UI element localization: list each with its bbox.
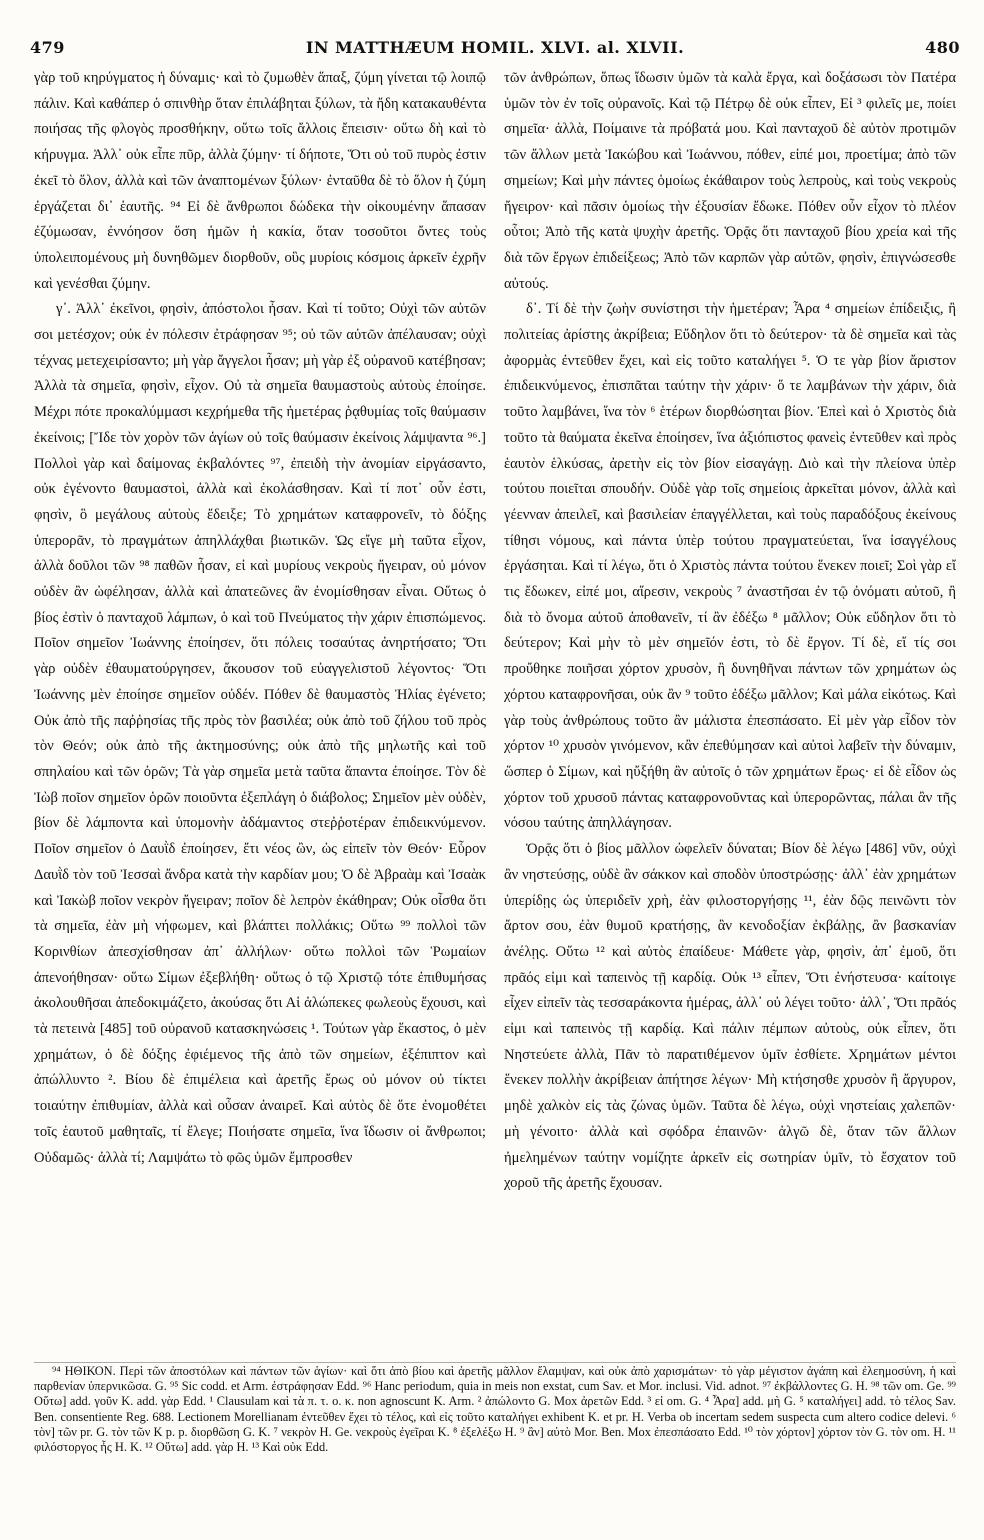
- right-column: [504, 66, 956, 1356]
- left-paragraph-2: γ᾽. Ἀλλ᾽ ἐκεῖνοι, φησὶν, ἀπόστολοι ἦσαν. Καὶ τί τοῦτο; Οὐχὶ τῶν αὐτῶν σοι μετέσχον; οὐκ ἐν πόλεσιν ἐτράφησαν ⁹⁵; οὐ τῶν αὐτῶν ἀπέλαυσαν; οὐχὶ τέχνας μετεχειρίσαντο; μὴ γὰρ ἄγγελοι ἦσαν; μὴ γὰρ ἐξ οὐρανοῦ κατέβησαν; Ἀλλὰ τὰ σημεῖα, φησὶν, εἶχον. Οὐ τὰ σημεῖα θαυμαστοὺς αὐτοὺς ἐποίησε. Μέχρι πότε προκαλύμμασι κεχρήμεθα τῆς ἡμετέρας ῥᾳθυμίας τοῖς θαύμασιν ἐκείνοις; [Ἴδε τὸν χορὸν τῶν ἁγίων οὐ τοῖς θαύμασιν ἐκείνοις λάμψαντα ⁹⁶.] Πολλοὶ γὰρ καὶ δαίμονας ἐκβαλόντες ⁹⁷, ἐπειδὴ τὴν ἀνομίαν εἰργάσαντο, οὐκ ἐγένοντο θαυμαστοὶ, ἀλλὰ καὶ ἐκολάσθησαν. Καὶ τί ποτ᾽ οὖν ἐστι, φησὶν, ὃ μεγάλους αὐτοὺς ἔδειξε; Τὸ χρημάτων καταφρονεῖν, τὸ δόξης ὑπερορᾶν, τὸ πραγμάτων ἀπηλλάχθαι βιωτικῶν. Ὡς εἴγε μὴ ταῦτα εἶχον, ἀλλὰ δοῦλοι τῶν ⁹⁸ παθῶν ἦσαν, εἰ καὶ μυρίους νεκροὺς ἤγειραν, οὐ μόνον οὐδὲν ἂν ὠφέλησαν, ἀλλὰ καὶ ἀπατεῶνες ἂν ἐνομίσθησαν εἶναι. Οὕτως ὁ βίος ἐστὶν ὁ πανταχοῦ λάμπων, ὁ καὶ τοῦ Πνεύματος τὴν χάριν ἐπισπώμενος. Ποῖον σημεῖον Ἰωάννης ἐποίησεν, ὅτι πόλεις τοσαύτας ἀνηρτήσατο; Ὅτι γὰρ οὐδὲν ἐθαυματούργησεν, ἄκουσον τοῦ εὐαγγελιστοῦ λέγοντος· Ὅτι Ἰωάννης μὲν ἐποίησε σημεῖον οὐδέν. Πόθεν δὲ θαυμαστὸς Ἠλίας ἐγένετο; Οὐκ ἀπὸ τῆς παῤῥησίας τῆς πρὸς τὸν βασιλέα; οὐκ ἀπὸ τοῦ ζήλου τοῦ πρὸς τὸν Θεόν; οὐκ ἀπὸ τῆς ἀκτημοσύνης; οὐκ ἀπὸ τῆς μηλωτῆς καὶ τοῦ σπηλαίου καὶ τῶν ὀρῶν; Τὰ γὰρ σημεῖα μετὰ ταῦτα ἅπαντα ἐποίησε. Τὸν δὲ Ἰὼβ ποῖον σημεῖον ὁρῶν ποιοῦντα ἐξεπλάγη ὁ διάβολος; Σημεῖον μὲν οὐδὲν, βίον δὲ λάμποντα καὶ ὑπομονὴν ἀδάμαντος στεῤῥοτέραν ἐπιδεικνύμενον. Ποῖον σημεῖον ὁ Δαυῒδ ἐποίησεν, ἔτι νέος ὢν, ὡς εἰπεῖν τὸν Θεόν· Εὗρον Δαυῒδ τὸν τοῦ Ἰεσσαὶ ἄνδρα κατὰ τὴν καρδίαν μου; Ὁ δὲ Ἀβραὰμ καὶ Ἰσαὰκ καὶ Ἰακὼβ ποῖον νεκρὸν ἤγειραν; ποῖον δὲ λεπρὸν ἐκάθηραν; Οὐκ οἶσθα ὅτι τὰ σημεῖα, ἐὰν μὴ νήφωμεν, καὶ βλάπτει πολλάκις; Οὕτω ⁹⁹ πολλοὶ τῶν Κορινθίων ἀπεσχίσθησαν ἀπ᾽ ἀλλήλων· οὕτω πολλοὶ τῶν Ῥωμαίων ἀπενοήθησαν· οὕτω Σίμων ἐξεβλήθη· οὕτως ὁ τῷ Χριστῷ τότε ἐπιθυμήσας ἀκολουθῆσαι ἀπεδοκιμάζετο, ἀκούσας ὅτι Αἱ ἀλώπεκες φωλεοὺς ἔχουσι, καὶ τὰ πετεινὰ [485] τοῦ οὐρανοῦ κατασκηνώσεις ¹. Τούτων γὰρ ἕκαστος, ὁ μὲν χρημάτων, ὁ δὲ δόξης ἐφιέμενος τῆς ἀπὸ τῶν σημείων, ἐξέπιπτον καὶ ἀπώλλυντο ². Βίου δὲ ἐπιμέλεια καὶ ἀρετῆς ἔρως οὐ μόνον οὐ τίκτει τοιαύτην ἐπιθυμίαν, ἀλλὰ καὶ οὖσαν ἀναιρεῖ. Καὶ αὐτὸς δὲ ὅτε ἐνομοθέτει τοῖς ἑαυτοῦ μαθηταῖς, τί ἔλεγε; Ποιήσατε σημεῖα, ἵνα ἴδωσιν οἱ ἄνθρωποι; Οὐδαμῶς· ἀλλὰ τί; Λαμψάτω τὸ φῶς ὑμῶν ἔμπροσθεν: [34, 301, 486, 1166]
- right-paragraph-3: Ὁρᾷς ὅτι ὁ βίος μᾶλλον ὠφελεῖν δύναται; Βίον δὲ λέγω [486] νῦν, οὐχὶ ἂν νηστεύσῃς, οὐδὲ ἂν σάκκον καὶ σποδὸν ὑποστρώσῃς· ἀλλ᾽ ἐὰν χρημάτων ὑπερίδῃς ὡς ὑπεριδεῖν χρὴ, ἐὰν φιλοστοργήσῃς ¹¹, ἐὰν δῷς πεινῶντι τὸν ἄρτον σου, ἐὰν θυμοῦ κρατήσῃς, ἂν κενοδοξίαν ἐκβάλῃς, ἂν βασκανίαν ἀνέλῃς. Οὕτω ¹² καὶ αὐτὸς ἐπαίδευε· Μάθετε γὰρ, φησὶν, ἀπ᾽ ἐμοῦ, ὅτι πρᾶός εἰμι καὶ ταπεινὸς τῇ καρδίᾳ. Οὐκ ¹³ εἶπεν, Ὅτι ἐνήστευσα· καίτοιγε εἶχεν εἰπεῖν τὰς τεσσαράκοντα ἡμέρας, ἀλλ᾽ οὐ λέγει τοῦτο· ἀλλ᾽, Ὅτι πρᾶός εἰμι καὶ ταπεινὸς τῇ καρδίᾳ. Καὶ πάλιν πέμπων αὐτοὺς, οὐκ εἶπεν, ὅτι Νηστεύετε ἀλλὰ, Πᾶν τὸ παρατιθέμενον ὑμῖν ἐσθίετε. Χρημάτων μέντοι ἕνεκεν πολλὴν ἀκρίβειαν ἀπήτησε λέγων· Μὴ κτήσησθε χρυσὸν ἢ ἄργυρον, μηδὲ χαλκὸν εἰς τὰς ζώνας ὑμῶν. Ταῦτα δὲ λέγω, οὐχὶ νηστείαις χαλεπῶν· μὴ γένοιτο· ἀλλὰ καὶ σφόδρα ἐπαινῶν· ἀλγῶ δὲ, ὅταν τῶν ἄλλων ἠμελημένων ταύτην νομίζητε ἀρκεῖν εἰς σωτηρίαν ὑμῖν, τὸ ἔσχατον τοῦ χοροῦ τῆς ἀρετῆς ἔχουσαν.: [504, 841, 956, 1192]
- left-column: [34, 66, 486, 1356]
- right-paragraph-2: δ᾽. Τί δὲ τὴν ζωὴν συνίστησι τὴν ἡμετέραν; Ἆρα ⁴ σημείων ἐπίδειξις, ἢ πολιτείας ἀρίστης ἀκρίβεια; Εὔδηλον ὅτι τὸ δεύτερον· τὰ δὲ σημεῖα καὶ τὰς ἀφορμὰς ἐντεῦθεν ἔχει, καὶ εἰς τοῦτο καταλήγει ⁵. Ὁ τε γὰρ βίον ἄριστον ἐπιδεικνύμενος, ἐπισπᾶται ταύτην τὴν χάριν· ὅ τε λαμβάνων τὴν χάριν, διὰ τοῦτο λαμβάνει, ἵνα τὸν ⁶ ἑτέρων διορθώσηται βίον. Ἐπεὶ καὶ ὁ Χριστὸς διὰ τοῦτο τὰ θαύματα ἐκεῖνα ἐποίησεν, ἵνα ἀξιόπιστος φανεὶς ἐντεῦθεν καὶ πρὸς ἑαυτὸν ἑλκύσας, ἀρετὴν εἰς τὸν βίον εἰσαγάγῃ. Διὸ καὶ τὴν πλείονα ὑπὲρ τούτου ποιεῖται σπουδήν. Οὐδὲ γὰρ τοῖς σημείοις ἀρκεῖται μόνον, ἀλλὰ καὶ γέενναν ἀπειλεῖ, καὶ βασιλείαν ἐπαγγέλλεται, καὶ τοὺς παραδόξους ἐκείνους τίθησι νόμους, καὶ πάντα ὑπὲρ τούτου πραγματεύεται, ἵνα ἰσαγγέλους ἐργάσηται. Καὶ τί λέγω, ὅτι ὁ Χριστὸς πάντα τούτου ἕνεκεν ποιεῖ; Σοὶ γὰρ εἴ τις ἔδωκεν, εἰπέ μοι, αἵρεσιν, νεκροὺς ⁷ ἀναστῆσαι ἐν τῷ ὀνόματι αὐτοῦ, ἢ διὰ τὸ ὄνομα αὐτοῦ ἀποθανεῖν, τί ἂν ἐδέξω ⁸ μᾶλλον; Οὐκ εὔδηλον ὅτι τὸ δεύτερον; Καὶ μὴν τὸ μὲν σημεῖόν ἐστι, τὸ δὲ ἔργον. Τί δὲ, εἴ τίς σοι προὔθηκε ποιῆσαι χόρτον χρυσὸν, ἢ δυνηθῆναι πάντων τῶν χρημάτων ὡς χόρτου καταφρονῆσαι, οὐκ ἂν ⁹ τοῦτο ἐδέξω μᾶλλον; Καὶ μάλα εἰκότως. Καὶ γὰρ τοὺς ἀνθρώπους τοῦτο ἂν μάλιστα ἐπεσπάσατο. Εἰ μὲν γὰρ εἶδον τὸν χόρτον ¹⁰ χρυσὸν γινόμενον, κἂν ἐπεθύμησαν καὶ αὐτοὶ λαβεῖν τὴν δύναμιν, ὥσπερ ὁ Σίμων, καὶ ηὔξήθη ἂν αὐτοῖς ὁ τῶν χρημάτων ἔρως· εἰ δὲ εἶδον ὡς χόρτον τοῦ χρυσοῦ πάντας καταφρονοῦντας καὶ ὑπερορῶντας, πάλαι ἂν τῆς νόσου ταύτης ἀπηλλάγησαν.: [504, 301, 956, 832]
- running-title: IN MATTHÆUM HOMIL. XLVI. al. XLVII.: [305, 38, 685, 57]
- footnotes: [34, 1364, 956, 1514]
- footnote-block: ⁹⁴ ΗΘΙΚΟΝ. Περὶ τῶν ἀποστόλων καὶ πάντων τῶν ἁγίων· καὶ ὅτι ἀπὸ βίου καὶ ἀρετῆς μᾶλλον ἔλαμψαν, καὶ οὐκ ἀπὸ χαρισμάτων· τὸ γὰρ μέγιστον ἀγάπη καὶ ἐλεημοσύνη, ἡ καὶ παρθενίαν ὑπερνικῶσα. G. ⁹⁵ Sic codd. et Arm. ἐστράφησαν Edd. ⁹⁶ Hanc periodum, quia in meis non exstat, cum Sav. et Mor. inclusi. Vid. adnot. ⁹⁷ ἐκβάλλοντες G. H. ⁹⁸ τῶν om. Ge. ⁹⁹ Οὕτω] add. γοῦν K. add. γὰρ Edd. ¹ Clausulam καὶ τὰ π. τ. ο. κ. non agnoscunt K. Arm. ² ἀπώλοντο G. Mox ἀρετῶν Edd. ³ εἰ om. G. ⁴ Ἆρα] add. μὴ G. ⁵ καταλήγει] add. τὸ τέλος Sav. Ben. consentiente Reg. 688. Lectionem Morellianam ἐντεῦθεν ἔχει τὸ τέλος, καὶ εἰς τοῦτο καταλήγει exhibent K. et pr. H. Verba ob incertam sedem suspecta cum altero codice delevi. ⁶ τὸν] τῶν pr. G. τὸν τῶν K p. p. διορθῶση G. K. ⁷ νεκρὸν H. Ge. νεκροὺς ἐγεῖραι K. ⁸ ἐξελέξω H. ⁹ ἂν] αὐτὸ Mor. Ben. Mox ἐπεσπάσατο Edd. ¹⁰ τὸν χόρτον] χόρτον τὸν G. τὸν om. H. ¹¹ φιλόστοργος ἦς H. K. ¹² Οὕτω] add. γὰρ H. ¹³ Καὶ οὐκ Edd.: [34, 1364, 956, 1455]
- page-number-right: 480: [925, 38, 960, 57]
- running-header: [30, 38, 960, 62]
- left-paragraph-1: γὰρ τοῦ κηρύγματος ἡ δύναμις· καὶ τὸ ζυμωθὲν ἅπαξ, ζύμη γίνεται τῷ λοιπῷ πάλιν. Καὶ καθάπερ ὁ σπινθὴρ ὅταν ἐπιλάβηται ξύλων, τὰ ἤδη κατακαυθέντα ποιήσας τῆς φλογὸς προσθήκην, οὕτω τοῖς ἄλλοις ἔπεισιν· οὕτω δὴ καὶ τὸ κήρυγμα. Ἀλλ᾽ οὐκ εἶπε πῦρ, ἀλλὰ ζύμην· τί δήποτε, Ὅτι οὐ τοῦ πυρὸς ἐστιν ἐκεῖ τὸ ὅλον, ἀλλὰ καὶ τῶν ἀναπτομένων ξύλων· ἐνταῦθα δὲ τὸ ὅλον ἡ ζύμη ἐργάζεται δι᾽ ἑαυτῆς. ⁹⁴ Εἰ δὲ ἄνθρωποι δώδεκα τὴν οἰκουμένην ἅπασαν ἐζύμωσαν, ἐννόησον ὅση ἡμῶν ἡ κακία, ὅταν τοσοῦτοι ὄντες τοὺς ὑπολειπομένους μὴ δυνηθῶμεν διορθοῦν, οὓς μυρίοις κόσμοις ἀρκεῖν ἐχρῆν καὶ γενέσθαι ζύμην.: [34, 70, 486, 292]
- page-number-left: 479: [30, 38, 65, 57]
- right-paragraph-1: τῶν ἀνθρώπων, ὅπως ἴδωσιν ὑμῶν τὰ καλὰ ἔργα, καὶ δοξάσωσι τὸν Πατέρα ὑμῶν τὸν ἐν τοῖς οὐρανοῖς. Καὶ τῷ Πέτρῳ δὲ οὐκ εἶπεν, Εἰ ³ φιλεῖς με, ποίει σημεῖα· ἀλλὰ, Ποίμαινε τὰ πρόβατά μου. Καὶ πανταχοῦ δὲ αὐτὸν προτιμῶν τῶν ἄλλων μετὰ Ἰακώβου καὶ Ἰωάννου, πόθεν, εἰπέ μοι, προετίμα; ἀπὸ τῶν σημείων; Καὶ μὴν πάντες ὁμοίως ἐκάθαιρον τοὺς λεπροὺς, καὶ τοὺς νεκροὺς ἤγειρον· καὶ πᾶσιν ὁμοίως τὴν ἐξουσίαν ἔδωκε. Πόθεν οὖν εἶχον τὸ πλέον οὗτοι; Ἀπὸ τῆς κατὰ ψυχὴν ἀρετῆς. Ὁρᾷς ὅτι πανταχοῦ βίου χρεία καὶ τῆς διὰ τῶν ἔργων ἐπιδείξεως; Ἀπὸ τῶν καρπῶν γὰρ αὐτῶν, φησὶν, ἐπιγνώσεσθε αὐτούς.: [504, 70, 956, 292]
- footnote-divider: [34, 1362, 956, 1363]
